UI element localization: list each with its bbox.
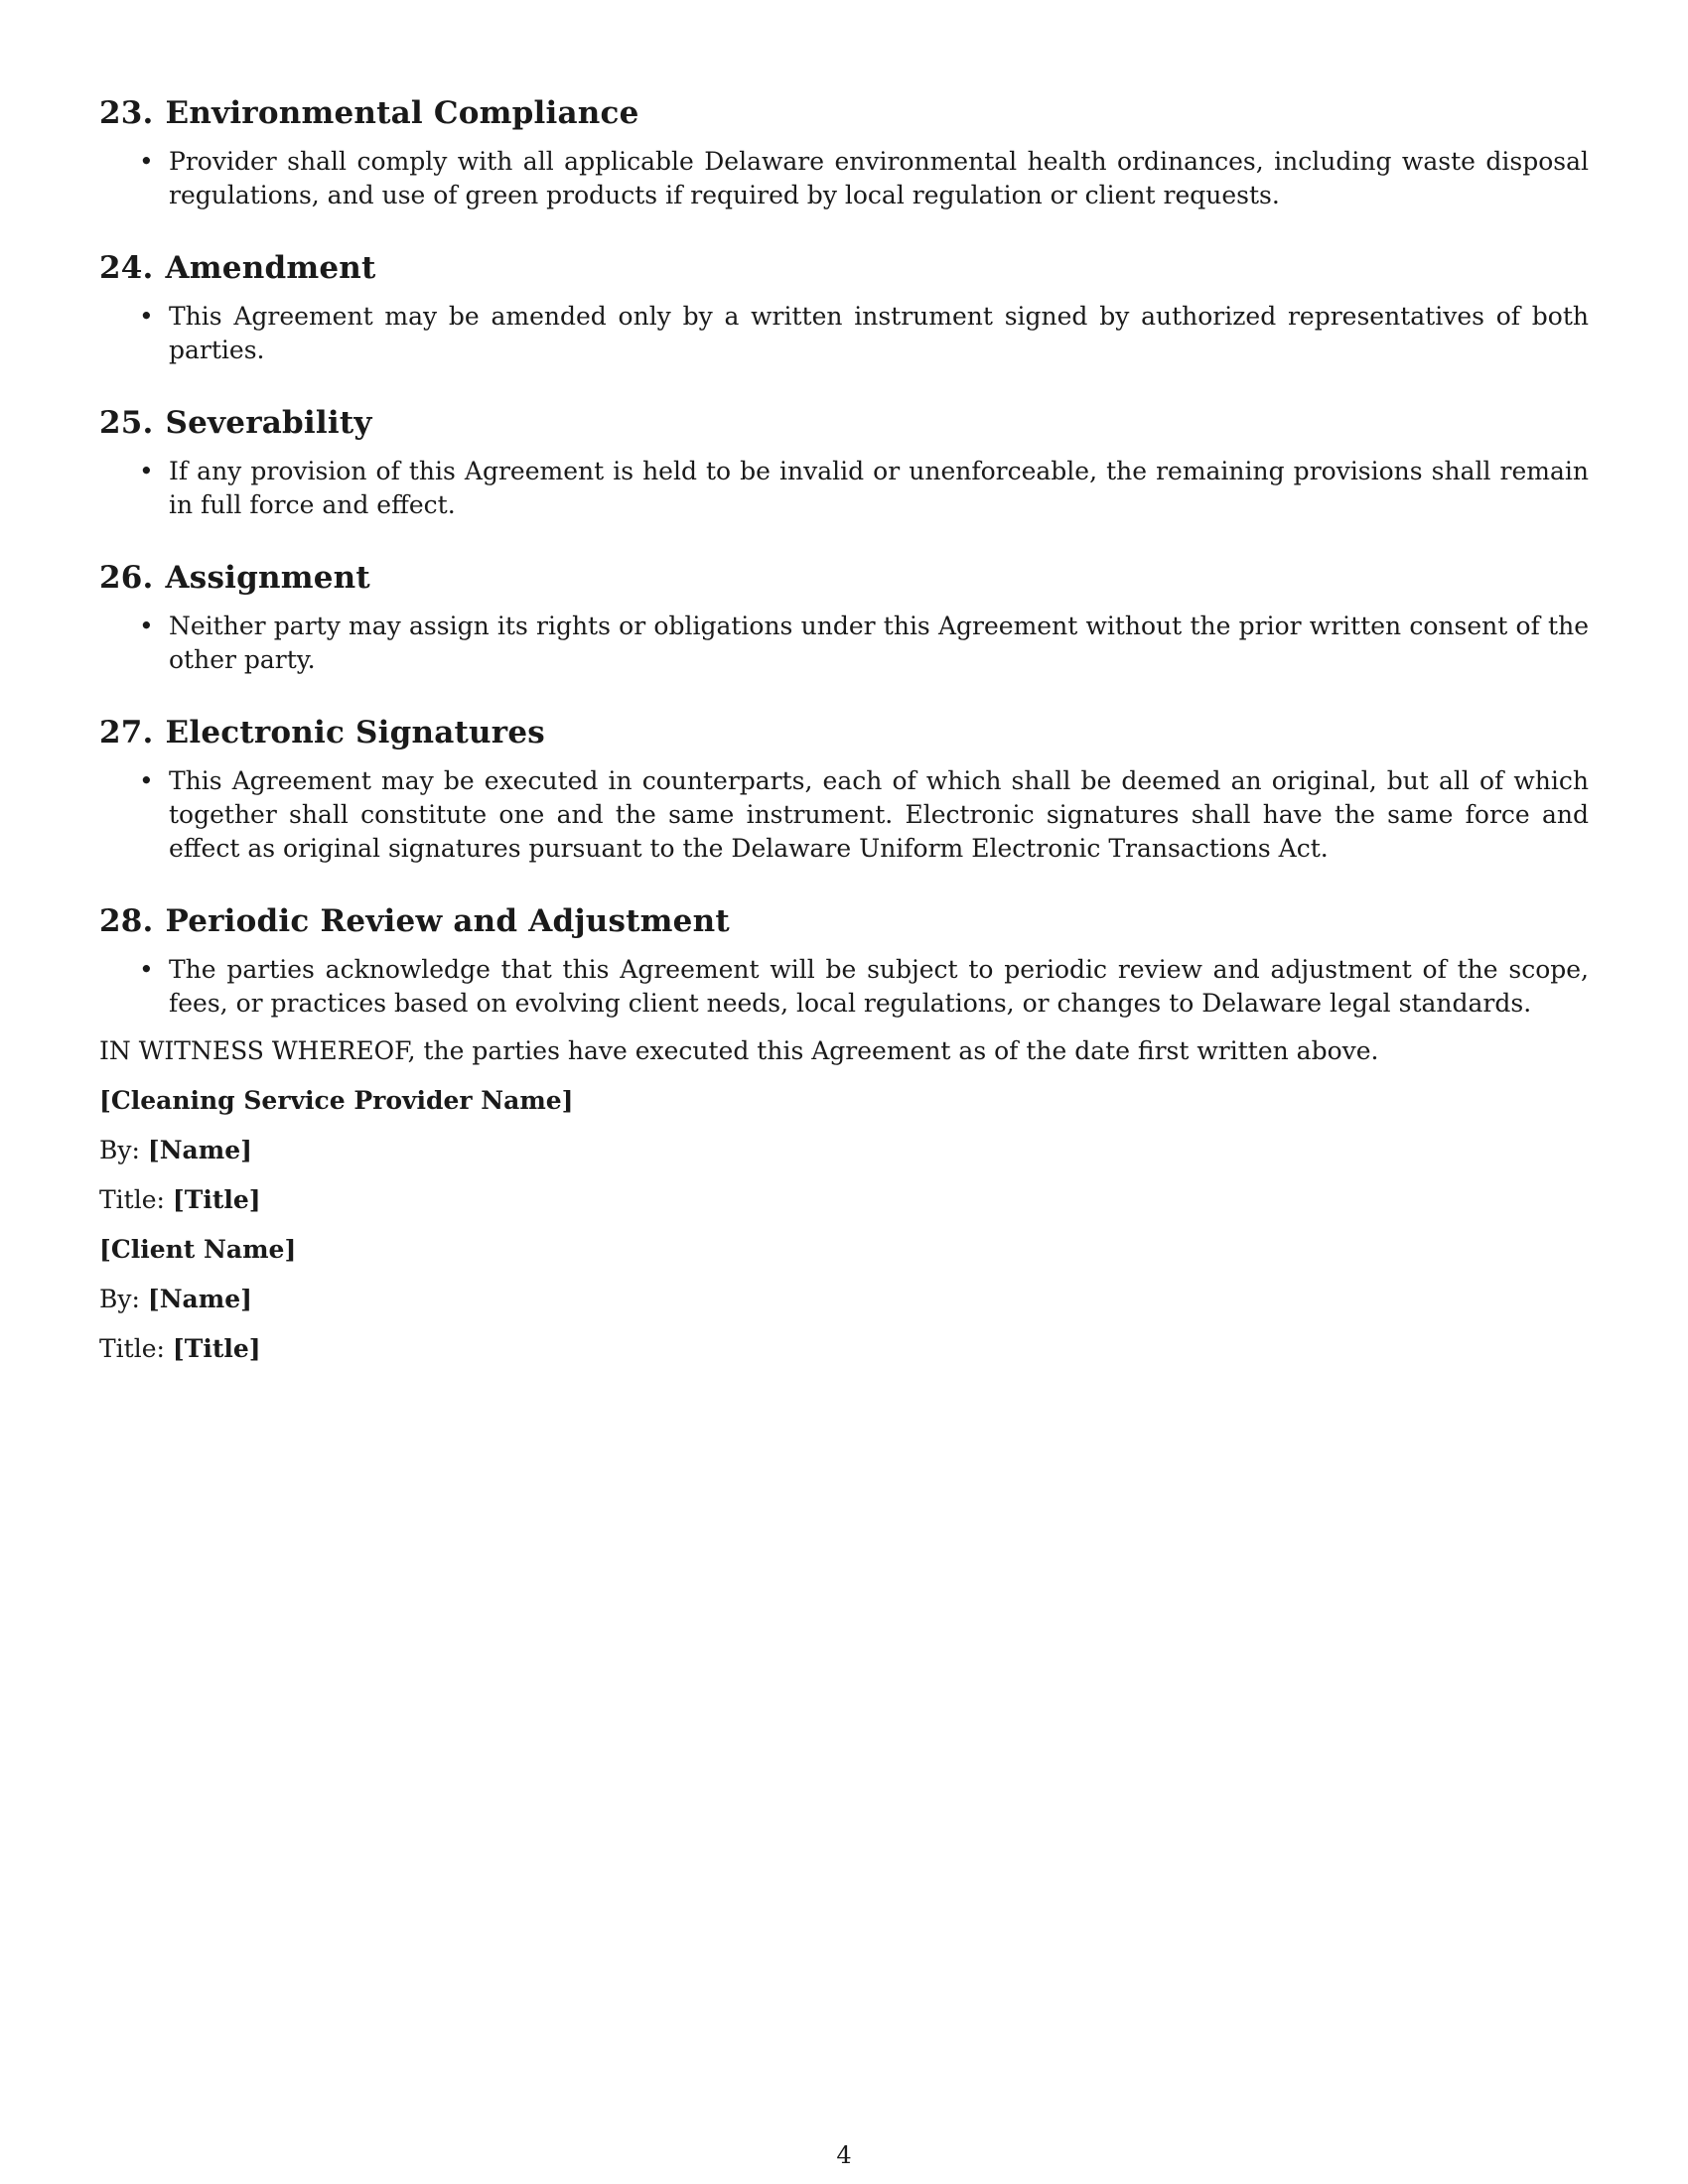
section-text: Neither party may assign its rights or obligations under this Agreement without the prior written consent of the other party. — [169, 612, 1589, 674]
section-title: Amendment — [165, 250, 376, 286]
section-number: 28. — [99, 903, 154, 939]
witness-statement: IN WITNESS WHEREOF, the parties have executed this Agreement as of the date first written above. — [99, 1036, 1379, 1065]
page-number: 4 — [836, 2141, 852, 2169]
section-text: This Agreement may be amended only by a written instrument signed by authorized representatives of both parties. — [169, 302, 1589, 364]
section-heading — [99, 93, 1589, 133]
section-title: Assignment — [165, 560, 370, 596]
section-25 — [99, 403, 1589, 522]
title-label: Title: — [99, 1185, 165, 1214]
section-bullets — [99, 953, 1589, 1021]
signer-name: [Name] — [147, 1285, 252, 1313]
section-title: Severability — [165, 405, 372, 441]
section-title: Periodic Review and Adjustment — [165, 903, 730, 939]
signature-block-client — [99, 1233, 1589, 1366]
section-title: Environmental Compliance — [165, 95, 639, 131]
section-number: 25. — [99, 405, 154, 441]
list-item — [99, 953, 1589, 1021]
section-number: 23. — [99, 95, 154, 131]
bullet-icon: • — [139, 457, 154, 485]
section-heading — [99, 248, 1589, 288]
title-label: Title: — [99, 1334, 165, 1363]
section-number: 26. — [99, 560, 154, 596]
bullet-icon: • — [139, 955, 154, 984]
section-text: This Agreement may be executed in counterparts, each of which shall be deemed an original, but all of which together shall constitute one and the same instrument. Electronic signatures shall have the same force and effect as original signatures pursuant to the Delaware Uniform Electronic Transactions Act. — [169, 766, 1589, 863]
section-heading — [99, 901, 1589, 941]
list-item — [99, 145, 1589, 212]
list-item — [99, 610, 1589, 677]
section-text: The parties acknowledge that this Agreement will be subject to periodic review and adjustment of the scope, fees, or practices based on evolving client needs, local regulations, or changes to Delaware legal standards. — [169, 955, 1589, 1018]
bullet-icon: • — [139, 147, 154, 176]
section-27 — [99, 713, 1589, 866]
section-bullets — [99, 300, 1589, 367]
client-by-line — [99, 1283, 1589, 1316]
section-heading — [99, 558, 1589, 598]
section-28 — [99, 901, 1589, 1021]
provider-title-line — [99, 1183, 1589, 1217]
provider-by-line — [99, 1134, 1589, 1167]
client-party-name: [Client Name] — [99, 1235, 297, 1264]
section-number: 24. — [99, 250, 154, 286]
signer-title: [Title] — [172, 1334, 261, 1363]
signature-block-provider — [99, 1084, 1589, 1217]
bullet-icon: • — [139, 302, 154, 331]
section-26 — [99, 558, 1589, 677]
section-heading — [99, 713, 1589, 752]
section-bullets — [99, 145, 1589, 212]
section-bullets — [99, 610, 1589, 677]
bullet-icon: • — [139, 612, 154, 640]
provider-party-name: [Cleaning Service Provider Name] — [99, 1086, 574, 1115]
list-item — [99, 455, 1589, 522]
by-label: By: — [99, 1136, 140, 1164]
signer-name: [Name] — [147, 1136, 252, 1164]
section-number: 27. — [99, 715, 154, 751]
by-label: By: — [99, 1285, 140, 1313]
section-24 — [99, 248, 1589, 367]
section-bullets — [99, 764, 1589, 866]
bullet-icon: • — [139, 766, 154, 795]
client-title-line — [99, 1332, 1589, 1366]
section-title: Electronic Signatures — [165, 715, 545, 751]
section-text: If any provision of this Agreement is held to be invalid or unenforceable, the remaining provisions shall remain in full force and effect. — [169, 457, 1589, 519]
document-page — [99, 93, 1589, 1382]
section-bullets — [99, 455, 1589, 522]
signer-title: [Title] — [172, 1185, 261, 1214]
list-item — [99, 764, 1589, 866]
section-text: Provider shall comply with all applicable Delaware environmental health ordinances, including waste disposal regulations, and use of green products if required by local regulation or client requests. — [169, 147, 1589, 209]
section-23 — [99, 93, 1589, 212]
section-heading — [99, 403, 1589, 443]
list-item — [99, 300, 1589, 367]
